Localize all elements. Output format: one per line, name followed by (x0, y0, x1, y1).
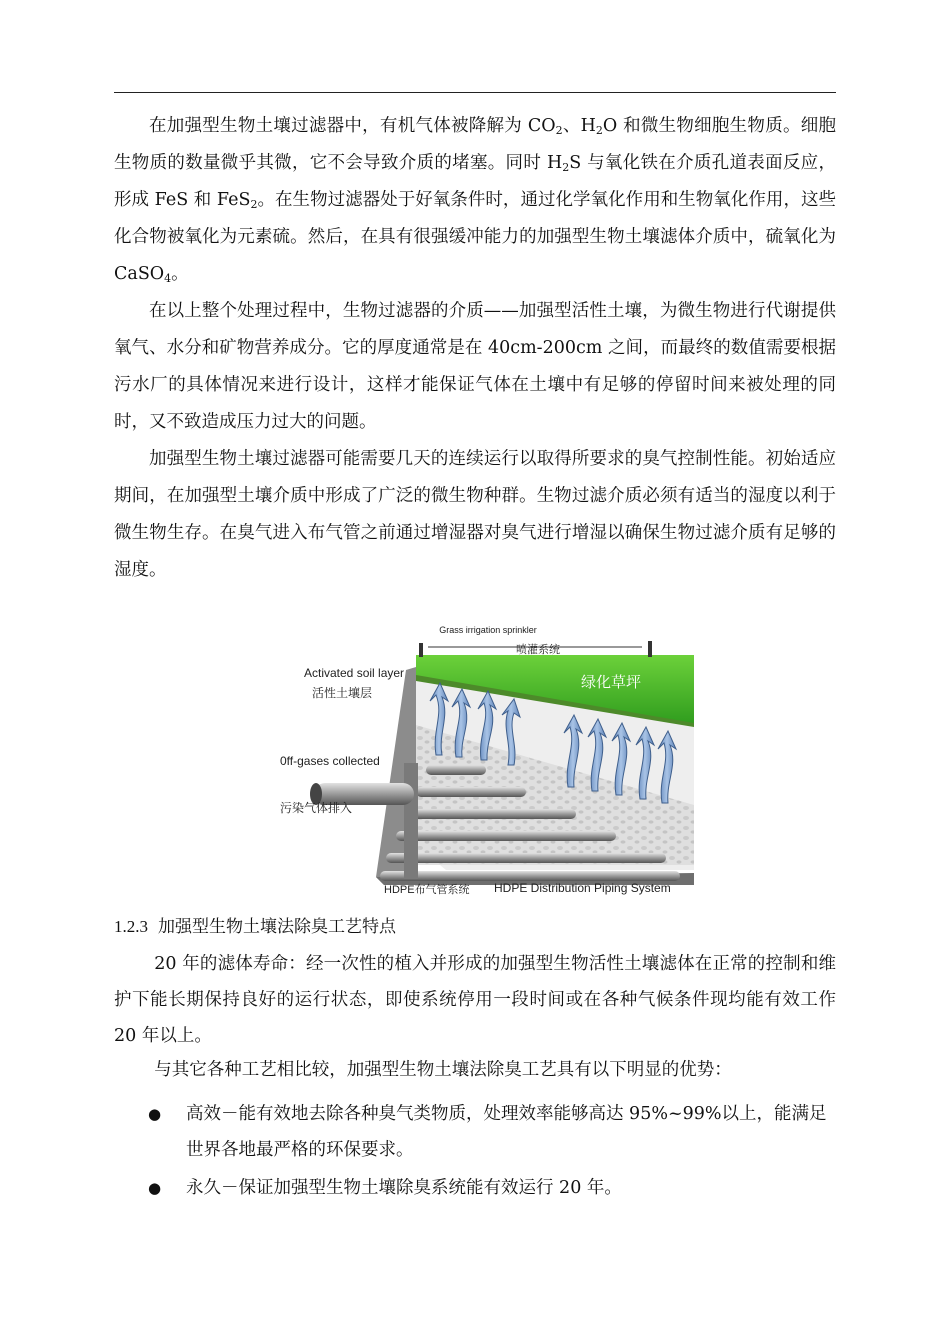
bullet-icon: ● (148, 1105, 162, 1123)
section-heading (114, 912, 396, 942)
offgas-label-en: 0ff-gases collected (280, 754, 380, 768)
paragraph-2: 在以上整个处理过程中，生物过滤器的介质——加强型活性土壤，为微生物进行代谢提供氧气、水分和矿物营养成分。它的厚度通常是在 40cm-200cm 之间，而最终的数值需要根据污水厂的具体情况来进行设计，这样才能保证气体在土壤中有足够的停留时间来被处理的同时，又不致造成压力过大的问题。 (114, 301, 836, 432)
paragraph-3: 加强型生物土壤过滤器可能需要几天的连续运行以取得所要求的臭气控制性能。初始适应期间，在加强型土壤介质中形成了广泛的微生物种群。生物过滤介质必须有适当的湿度以利于微生物生存。在臭气进入布气管之前通过增湿器对臭气进行增湿以确保生物过滤介质有足够的湿度。 (114, 449, 836, 580)
biofilter-diagram (276, 615, 694, 900)
offgas-label-cn: 污染气体排入 (280, 801, 353, 815)
hdpe-label-en: HDPE Distribution Piping System (494, 881, 671, 895)
bullet-item-2 (114, 1170, 836, 1206)
paragraph-4-block (114, 946, 836, 1054)
hdpe-label-cn: HDPE布气管系统 (384, 884, 470, 896)
section-number: 1.2.3 (114, 917, 148, 936)
bullet-text-1: 高效－能有效地去除各种臭气类物质，处理效率能够高达 95%~99%以上，能满足世界各地最严格的环保要求。 (186, 1104, 827, 1160)
grass-label-cn: 绿化草坪 (581, 674, 642, 691)
soil-layer-label-cn: 活性土壤层 (312, 686, 373, 700)
paragraph-1: 在加强型生物土壤过滤器中，有机气体被降解为 $CO_2$、$H_2O$ 和微生物细胞生物质。细胞生物质的数量微乎其微，它不会导致介质的堵塞。同时 $H_2S$ 与氧化铁在介质孔道表面反应，形成 FeS 和 FeS$_2$。在生物过滤器处于好氧条件时，通过化学氧化作用和生物氧化作用，这些化合物被氧化为元素硫。然后，在具有很强缓冲能力的加强型生物土壤滤体介质中，硫氧化为 CaSO$_4$。 (114, 116, 837, 285)
paragraph-5: 与其它各种工艺相比较，加强型生物土壤法除臭工艺具有以下明显的优势： (154, 1060, 732, 1080)
header-rule (114, 92, 836, 93)
sprinkler-label-cn: 喷灌系统 (516, 644, 560, 656)
bullet-item-1 (114, 1096, 836, 1168)
sprinkler-label-en: Grass irrigation sprinkler (439, 625, 537, 635)
paragraph-4: 20 年的滤体寿命：经一次性的植入并形成的加强型生物活性土壤滤体在正常的控制和维护下能长期保持良好的运行状态，即使系统停用一段时间或在各种气候条件现均能有效工作 20 年以上。 (114, 954, 836, 1046)
bullet-icon: ● (148, 1179, 162, 1197)
paragraph-5-block (114, 1052, 836, 1088)
soil-layer-label-en: Activated soil layer (304, 666, 405, 680)
body-text-top (114, 108, 836, 589)
section-title: 加强型生物土壤法除臭工艺特点 (158, 917, 396, 937)
bullet-text-2: 永久－保证加强型生物土壤除臭系统能有效运行 20 年。 (186, 1178, 622, 1198)
